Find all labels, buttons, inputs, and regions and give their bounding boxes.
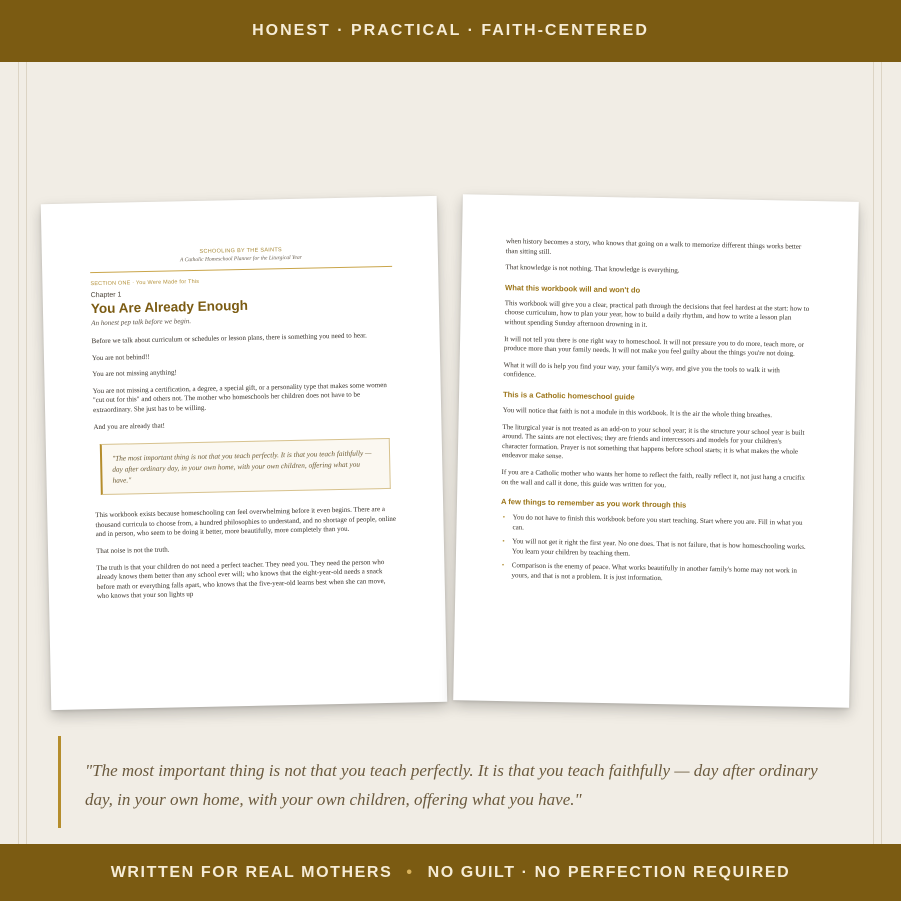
bottom-banner-left: WRITTEN FOR REAL MOTHERS (110, 863, 393, 881)
pull-quote: "The most important thing is not that you teach perfectly. It is that you teach faithfully — day after ordinary day, in your own home, with your own children, offering what you have." (100, 438, 391, 495)
paragraph: If you are a Catholic mother who wants her home to reflect the faith, really reflect it, not just hang a crucifix on the wall and call it done, this guide was written for you. (501, 467, 806, 489)
frame-line-right-inner (873, 62, 874, 844)
reminder-list (499, 513, 806, 586)
section-label: SECTION ONE · You Were Made for This (90, 278, 200, 288)
paragraph: Before we talk about curriculum or schedules or lesson plans, there is something you need to hear. (91, 331, 367, 346)
section-heading: This is a Catholic homeschool guide (502, 389, 635, 402)
paragraph: You are not missing anything! (92, 368, 177, 379)
paragraph: You will notice that faith is not a module in this workbook. It is the air the whole thing breathes. (502, 405, 773, 420)
paragraph: That knowledge is not nothing. That knowledge is everything. (505, 263, 680, 275)
header-rule (90, 266, 392, 273)
bottom-banner (0, 844, 901, 901)
paragraph: You are not behind!! (91, 352, 150, 362)
workbook-page-right (453, 194, 859, 708)
paragraph: when history becomes a story, who knows that going on a walk to memorize different things works better than sitting still. (505, 237, 802, 256)
bottom-banner-right: NO GUILT · NO PERFECTION REQUIRED (427, 863, 791, 881)
frame-line-left-inner (26, 62, 27, 844)
book-subtitle: A Catholic Homeschool Planner for the Liturgical Year (179, 254, 302, 264)
frame-line-right-outer (881, 62, 882, 844)
section-heading: What this workbook will and won't do (505, 282, 641, 295)
paragraph: This workbook will give you a clear, practical path through the decisions that feel hardest at the start: how to choose curriculum, how to plan your year, how to build a daily rhythm, and how to write a lesson plan without spending Sunday afternoon drowning in it. (504, 298, 810, 329)
chapter-number: Chapter 1 (90, 291, 122, 300)
paragraph: It will not tell you there is one right way to homeschool. It will not pressure you to do more, teach more, or produce more than your family needs. It will not make you feel guilty about the things you're not doing. (503, 334, 805, 358)
list-item: • You do not have to finish this workbook before you start teaching. Start where you are. Fill in what you can. (512, 513, 806, 538)
featured-quote-text: "The most important thing is not that you teach perfectly. It is that you teach faithfully — day after ordinary day, in your own home, with your own children, offering what you have." (85, 761, 818, 809)
workbook-page-left (41, 196, 448, 710)
paragraph: That noise is not the truth. (95, 545, 170, 556)
section-heading: A few things to remember as you work through this (500, 497, 687, 510)
top-banner (0, 0, 901, 62)
paragraph: You are not missing a certification, a degree, a special gift, or a personality type that makes some women "cut out for this" and others not. The mother who homeschools her children does not have to be extraordinary. She just has to be willing. (92, 380, 387, 415)
list-item: • Comparison is the enemy of peace. What works beautifully in another family's home may not work in yours, and that is not a problem. It is just information. (511, 562, 805, 587)
frame-line-left-outer (18, 62, 19, 844)
book-title: SCHOOLING BY THE SAINTS (199, 247, 283, 255)
paragraph: The truth is that your children do not need a perfect teacher. They need you. They need the person who already knows them better than any school ever will; who knows that the eight-year-old needs a snack before math or everything falls apart, who knows that the five-year-old learns best when she can move, who knows that your son lights up (96, 557, 386, 601)
paragraph: And you are already that! (93, 421, 166, 431)
list-item: • You will not get it right the first year. No one does. That is not failure, that is how homeschooling works. You learn your children by teaching them. (512, 538, 806, 563)
bullet-separator: • (406, 863, 414, 881)
paragraph: This workbook exists because homeschooling can feel overwhelming before it even begins. There are a thousand curricula to choose from, a hundred philosophies to understand, and no shortage of people, online and in person, who seem to be doing it better, more beautifully, more completely than you. (95, 505, 397, 539)
paragraph: The liturgical year is not treated as an add-on to your school year; it is the structure your school year is built around. The saints are not electives; they are friends and intercessors and models for your children's character formation. Prayer is not something that happens before school starts; it is what makes the whole endeavor make sense. (501, 422, 805, 461)
top-banner-text: HONEST · PRACTICAL · FAITH-CENTERED (252, 22, 649, 39)
chapter-title: You Are Already Enough (90, 297, 249, 317)
chapter-tagline: An honest pep talk before we begin. (91, 317, 192, 328)
featured-quote (58, 736, 838, 828)
paragraph: What it will do is help you find your way, your family's way, and give you the tools to walk it with confidence. (503, 360, 780, 380)
